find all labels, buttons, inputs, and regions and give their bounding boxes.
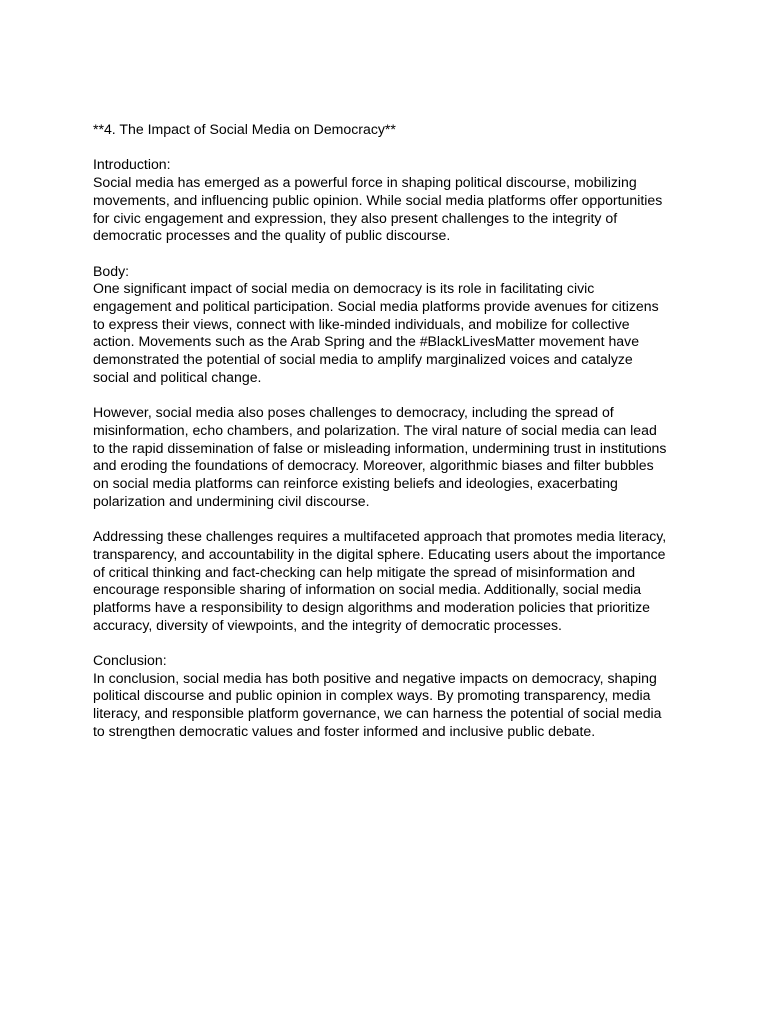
text-line: movements, and influencing public opinion. While social media platforms offer opportunities <box>93 191 663 208</box>
text-line: political discourse and public opinion in complex ways. By promoting transparency, media <box>93 687 651 704</box>
text-line: platforms have a responsibility to design algorithms and moderation policies that prioritize <box>93 598 650 615</box>
introduction-paragraph <box>93 174 673 245</box>
text-line: literacy, and responsible platform governance, we can harness the potential of social media <box>93 705 662 722</box>
spacer <box>93 245 673 263</box>
text-line: demonstrated the potential of social media to amplify marginalized voices and catalyze <box>93 351 633 368</box>
text-line: to the rapid dissemination of false or misleading information, undermining trust in institutions <box>93 439 667 456</box>
text-line: to express their views, connect with like-minded individuals, and mobilize for collective <box>93 315 630 332</box>
text-line: accuracy, diversity of viewpoints, and the integrity of democratic processes. <box>93 616 562 633</box>
spacer <box>93 634 673 652</box>
text-line: on social media platforms can reinforce existing beliefs and ideologies, exacerbating <box>93 475 618 492</box>
body-paragraph-2 <box>93 404 673 510</box>
text-line: In conclusion, social media has both positive and negative impacts on democracy, shaping <box>93 669 657 686</box>
text-line: misinformation, echo chambers, and polarization. The viral nature of social media can lead <box>93 421 657 438</box>
text-line: Social media has emerged as a powerful force in shaping political discourse, mobilizing <box>93 174 637 191</box>
spacer <box>93 387 673 405</box>
conclusion-paragraph <box>93 670 673 741</box>
document-title: **4. The Impact of Social Media on Democracy** <box>93 121 396 137</box>
body-paragraph-3 <box>93 528 673 634</box>
conclusion-label: Conclusion: <box>93 652 167 669</box>
spacer <box>93 510 673 528</box>
text-line: of critical thinking and fact-checking can help mitigate the spread of misinformation and <box>93 563 636 580</box>
text-line: transparency, and accountability in the digital sphere. Educating users about the importance <box>93 545 666 562</box>
body-paragraph-1 <box>93 280 673 386</box>
body-label: Body: <box>93 262 130 279</box>
text-line: to strengthen democratic values and foster informed and inclusive public debate. <box>93 722 596 739</box>
spacer <box>93 139 673 157</box>
text-line: action. Movements such as the Arab Spring and the #BlackLivesMatter movement have <box>93 333 640 350</box>
text-line: encourage responsible sharing of information on social media. Additionally, social media <box>93 581 642 598</box>
introduction-label: Introduction: <box>93 156 171 173</box>
text-line: polarization and undermining civil discourse. <box>93 492 370 509</box>
text-line: Addressing these challenges requires a multifaceted approach that promotes media literacy, <box>93 528 667 545</box>
text-line: However, social media also poses challenges to democracy, including the spread of <box>93 404 614 421</box>
document-page <box>93 121 673 741</box>
text-line: social and political change. <box>93 368 262 385</box>
text-line: democratic processes and the quality of public discourse. <box>93 227 451 244</box>
text-line: for civic engagement and expression, they also present challenges to the integrity of <box>93 209 618 226</box>
text-line: One significant impact of social media on democracy is its role in facilitating civic <box>93 280 595 297</box>
text-line: engagement and political participation. Social media platforms provide avenues for citizens <box>93 298 659 314</box>
text-line: and eroding the foundations of democracy. Moreover, algorithmic biases and filter bubbles <box>93 457 654 474</box>
